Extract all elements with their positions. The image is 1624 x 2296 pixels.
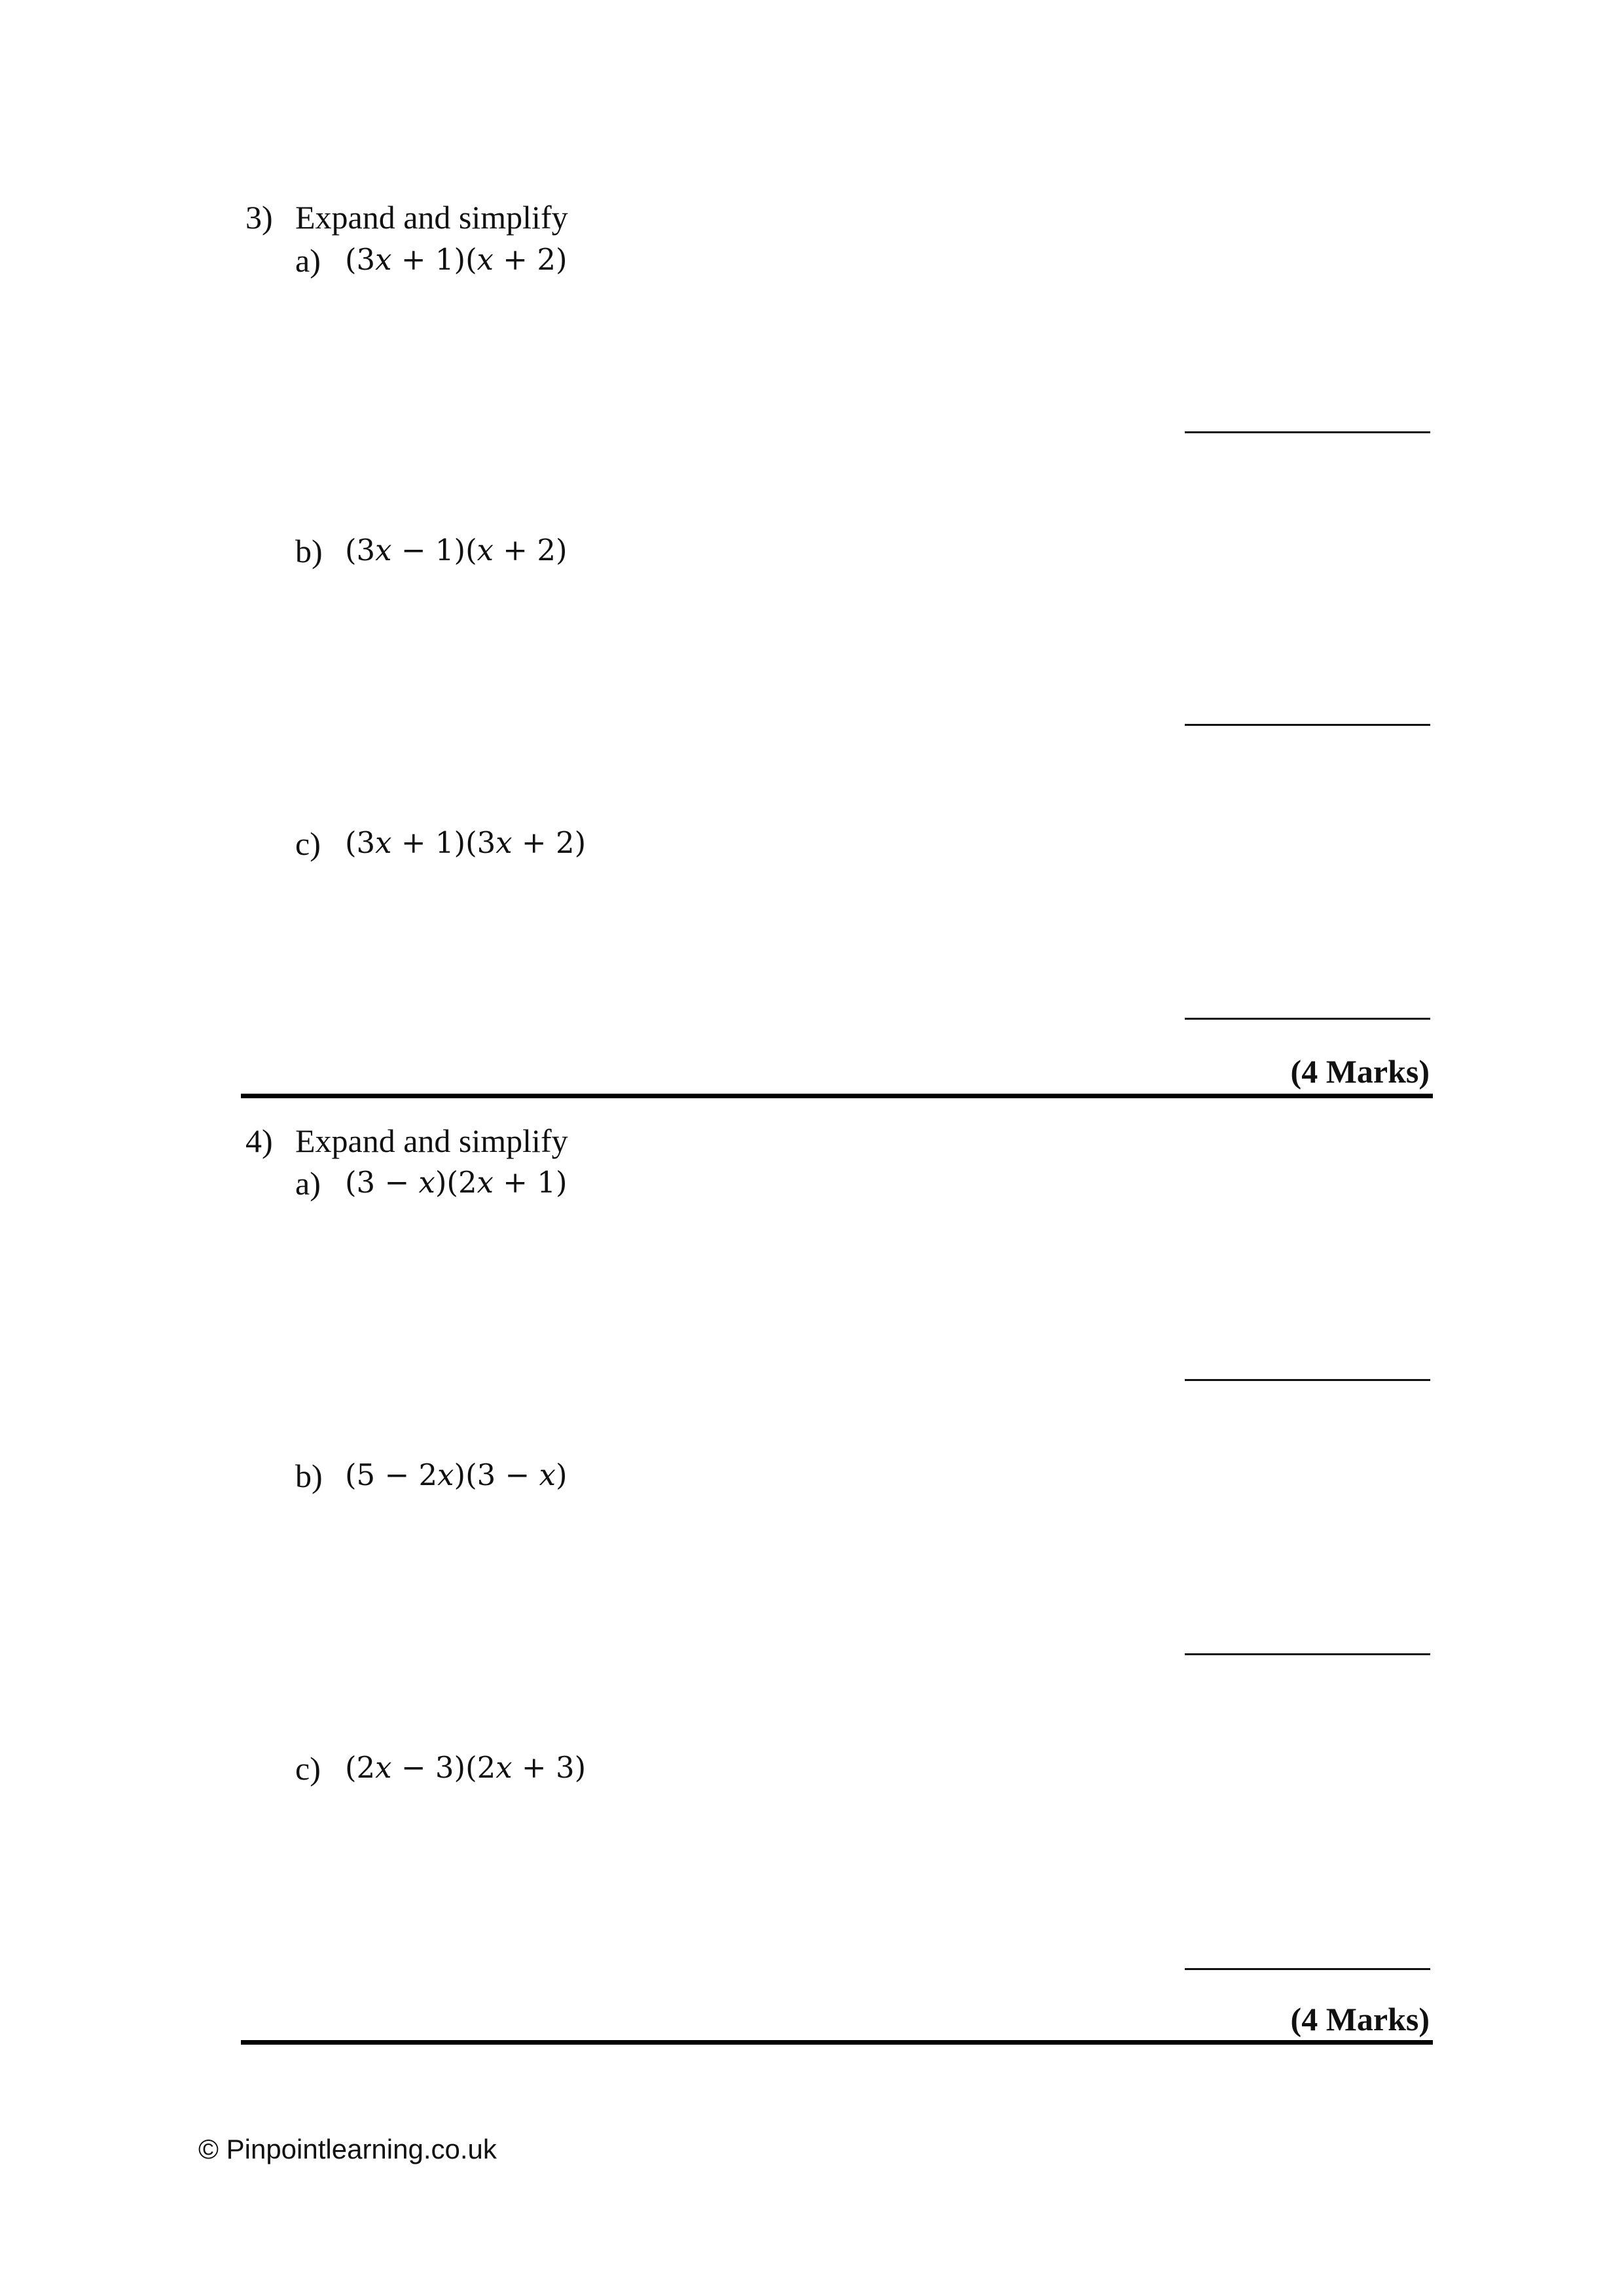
expression-c: (3𝑥 + 1)(3𝑥 + 2)	[345, 825, 586, 860]
part-label-b: b)	[295, 1458, 323, 1494]
marks-label: (4 Marks)	[1290, 1053, 1430, 1090]
question-number: 3)	[245, 199, 273, 236]
section-divider	[241, 2040, 1433, 2045]
expression-a: (3𝑥 + 1)(𝑥 + 2)	[345, 242, 568, 277]
answer-line-a[interactable]	[1185, 1379, 1430, 1381]
question-title: Expand and simplify	[295, 199, 568, 236]
copyright-footer: © Pinpointlearning.co.uk	[198, 2134, 497, 2164]
part-label-c: c)	[295, 825, 321, 862]
part-label-b: b)	[295, 533, 323, 569]
expression-b: (3𝑥 − 1)(𝑥 + 2)	[345, 533, 568, 567]
part-label-c: c)	[295, 1750, 321, 1787]
answer-line-c[interactable]	[1185, 1018, 1430, 1020]
question-number: 4)	[245, 1122, 273, 1159]
section-divider	[241, 1094, 1433, 1098]
answer-line-b[interactable]	[1185, 724, 1430, 726]
marks-label: (4 Marks)	[1290, 2001, 1430, 2037]
part-label-a: a)	[295, 1165, 321, 1202]
expression-a: (3 − 𝑥)(2𝑥 + 1)	[345, 1165, 568, 1200]
answer-line-a[interactable]	[1185, 431, 1430, 433]
answer-line-b[interactable]	[1185, 1653, 1430, 1655]
expression-b: (5 − 2𝑥)(3 − 𝑥)	[345, 1458, 568, 1492]
question-title: Expand and simplify	[295, 1122, 568, 1159]
expression-c: (2𝑥 − 3)(2𝑥 + 3)	[345, 1750, 586, 1785]
part-label-a: a)	[295, 242, 321, 279]
answer-line-c[interactable]	[1185, 1968, 1430, 1970]
